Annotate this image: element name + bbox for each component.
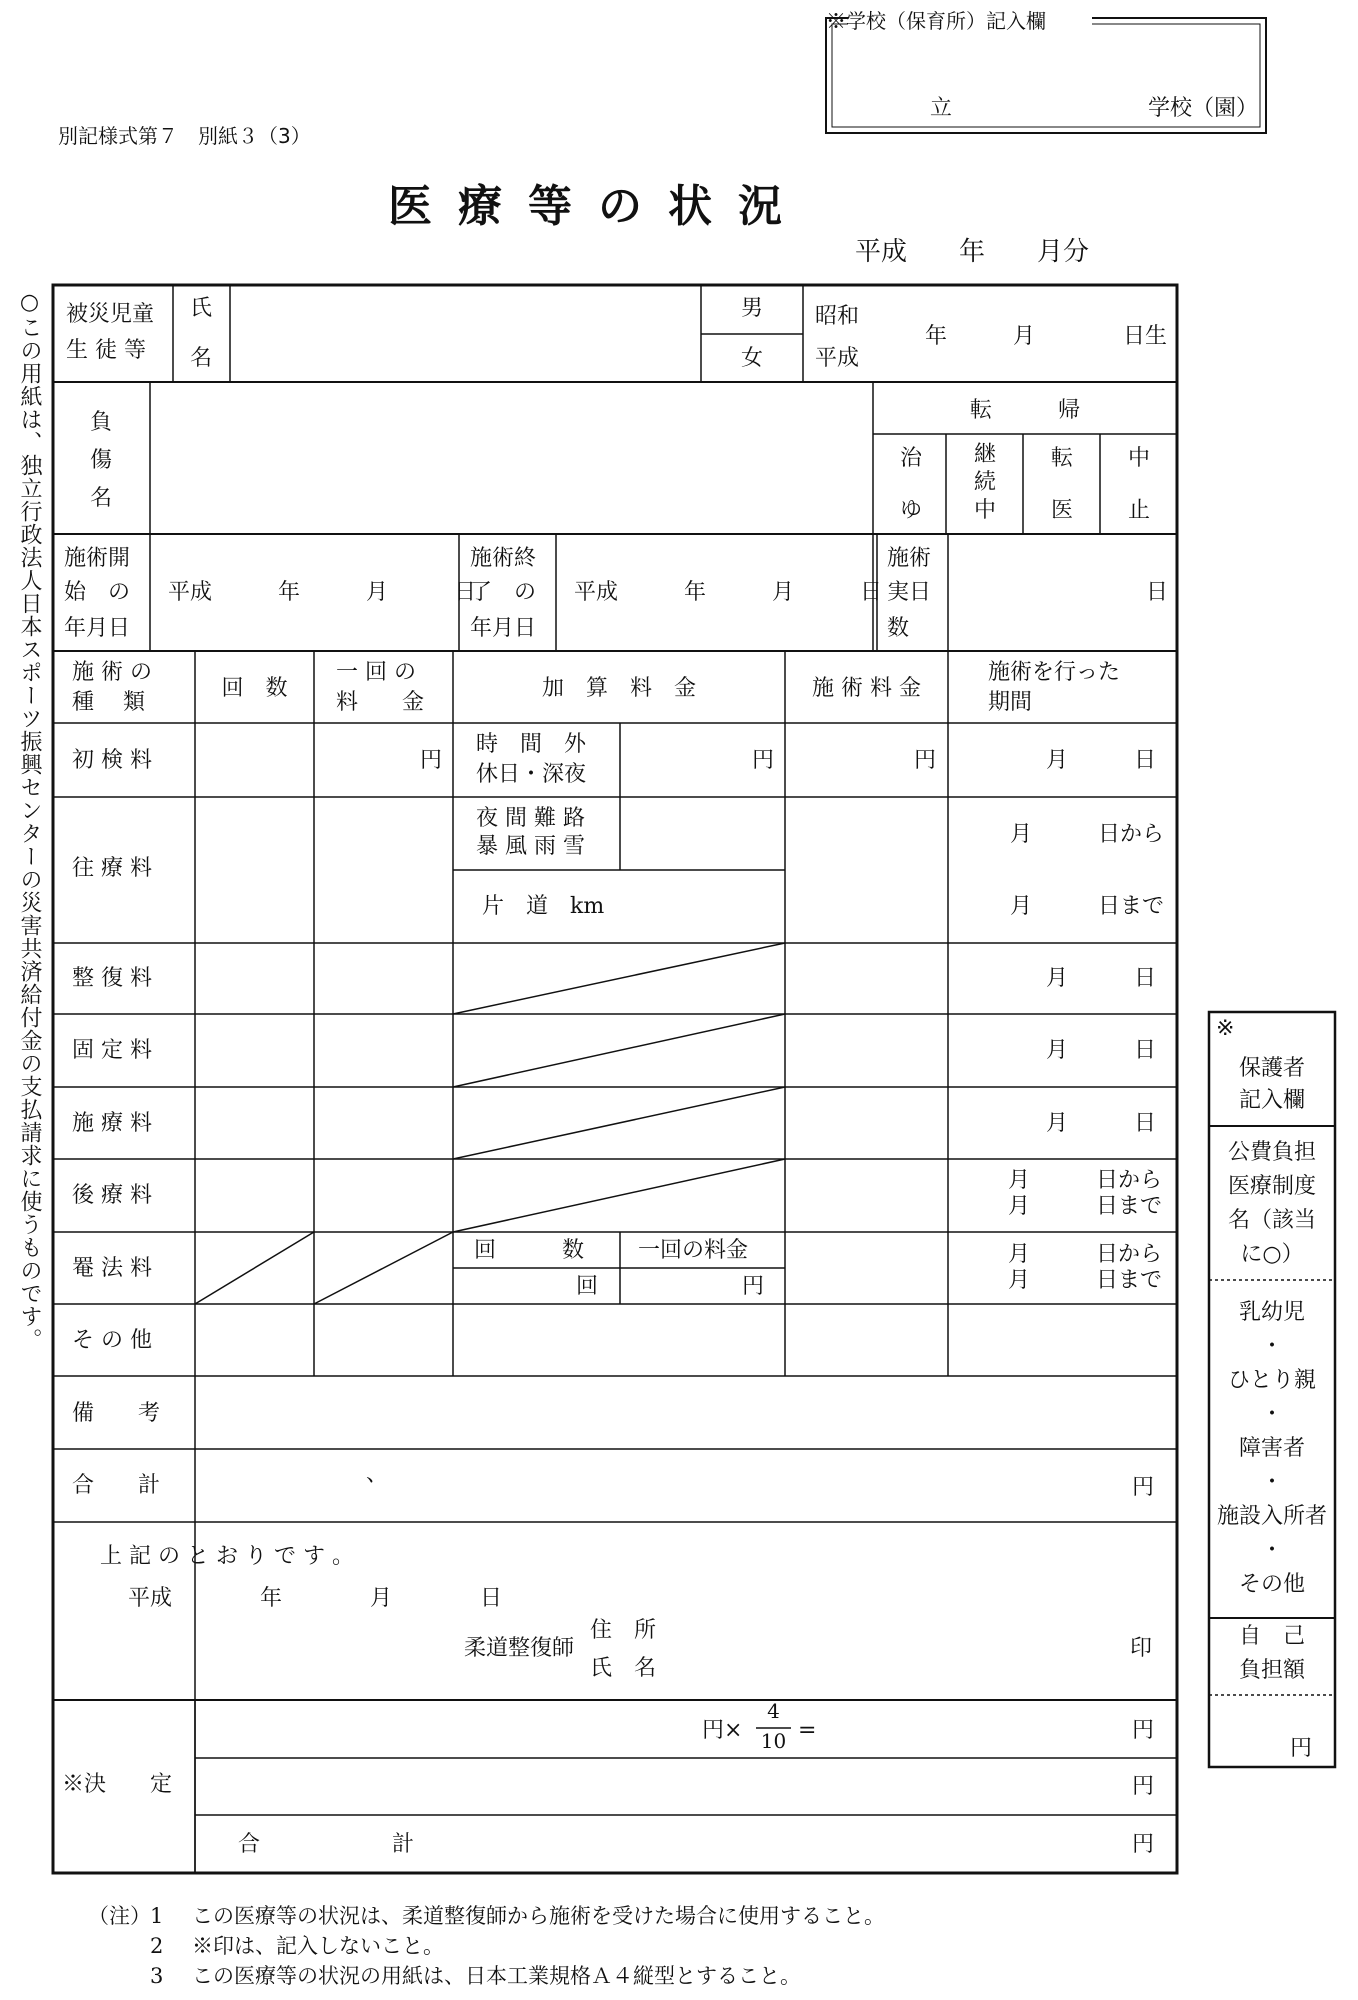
note-1-number: 1 — [150, 1904, 164, 1928]
note-3-number: 3 — [150, 1964, 164, 1988]
injury-label-2: 傷 — [90, 448, 113, 473]
row-travel-extra-2: 暴 風 雨 雪 — [476, 834, 585, 859]
male-option[interactable]: 男 — [741, 296, 764, 321]
option-single-parent[interactable]: ひとり親 — [1227, 1368, 1316, 1393]
cert-seal: 印 — [1130, 1636, 1153, 1661]
public-label-1: 公費負担 — [1227, 1140, 1316, 1165]
row-therapy-period-from[interactable]: 月 日から — [1008, 1242, 1163, 1267]
decision-total-label: 合 計 — [238, 1832, 415, 1857]
public-label-4: に○） — [1240, 1242, 1304, 1267]
row-therapy-count-label: 回 数 — [474, 1238, 585, 1263]
row-fixation-label: 固 定 料 — [72, 1038, 152, 1063]
row-initial-extra-1: 時 間 外 — [476, 732, 587, 757]
name-field[interactable] — [232, 288, 698, 380]
outcome-continuing-2[interactable]: 続 — [974, 470, 997, 495]
total-yen[interactable]: 円 — [1132, 1475, 1155, 1500]
total-mark: 、 — [366, 1462, 389, 1487]
outcome-continuing-1[interactable]: 継 — [974, 442, 997, 467]
option-dot-3: ・ — [1260, 1470, 1283, 1495]
self-pay-label-1: 自 己 — [1238, 1624, 1305, 1649]
total-label: 合 計 — [72, 1473, 161, 1498]
cert-practitioner: 柔道整復師 — [464, 1636, 575, 1661]
row-other-label: そ の 他 — [72, 1328, 152, 1353]
option-infant[interactable]: 乳幼児 — [1238, 1300, 1305, 1325]
row-initial-fee-yen: 円 — [914, 748, 937, 773]
row-therapy-label: 罨 法 料 — [72, 1256, 152, 1281]
decision-yen-2[interactable]: 円 — [1132, 1774, 1155, 1799]
start-label-1: 施術開 — [64, 546, 131, 571]
female-option[interactable]: 女 — [741, 346, 764, 371]
row-aftercare-label: 後 療 料 — [72, 1183, 152, 1208]
header-type-1: 施 術 の — [72, 660, 152, 685]
row-travel-extra-3: 片 道 km — [482, 894, 605, 919]
row-initial-label: 初 検 料 — [72, 748, 152, 773]
form-number: 別記様式第７ 別紙３（3） — [58, 124, 311, 148]
note-1: この医療等の状況は、柔道整復師から施術を受けた場合に使用すること。 — [192, 1904, 885, 1928]
row-therapy-yen: 円 — [742, 1274, 765, 1299]
remarks-field[interactable] — [198, 1379, 1174, 1447]
school-box-title: ※学校（保育所）記入欄 — [826, 9, 1046, 33]
row-travel-period-to[interactable]: 月 日まで — [1010, 894, 1165, 919]
decision-denominator: 10 — [760, 1729, 787, 1753]
outcome-cured-1[interactable]: 治 — [900, 446, 923, 471]
row-aftercare-period-from[interactable]: 月 日から — [1008, 1168, 1163, 1193]
option-dot-2: ・ — [1260, 1402, 1283, 1427]
days-label-3: 数 — [887, 616, 910, 641]
header-fee: 施 術 料 金 — [812, 676, 921, 701]
outcome-transfer-2[interactable]: 医 — [1051, 498, 1074, 523]
row-travel-period-from[interactable]: 月 日から — [1010, 822, 1165, 847]
era-heisei: 平成 — [815, 346, 860, 371]
row-therapy-unit-label: 一回の料金 — [638, 1238, 749, 1263]
option-disabled[interactable]: 障害者 — [1238, 1436, 1305, 1461]
outcome-stop-1[interactable]: 中 — [1128, 446, 1151, 471]
decision-yen-1[interactable]: 円 — [1132, 1718, 1155, 1743]
page-title: 医療等の状況 — [388, 181, 808, 232]
era-showa: 昭和 — [815, 304, 860, 329]
cert-statement: 上 記 の と お り で す 。 — [100, 1544, 354, 1569]
cert-address-label: 住 所 — [590, 1618, 657, 1643]
row-travel-extra-1: 夜 間 難 路 — [476, 806, 585, 831]
note-2-number: 2 — [150, 1934, 164, 1958]
row-initial-period[interactable]: 月 日 — [1046, 748, 1157, 773]
note-3: この医療等の状況の用紙は、日本工業規格Ａ４縦型とすること。 — [192, 1964, 801, 1988]
cert-name-label: 氏 名 — [590, 1656, 657, 1681]
decision-label: ※決 定 — [62, 1772, 173, 1797]
days-label-2: 実日 — [887, 580, 932, 605]
header-unit-2: 料 金 — [336, 690, 425, 715]
guardian-title-1: 保護者 — [1238, 1056, 1305, 1081]
row-initial-extra-2: 休日・深夜 — [476, 762, 587, 787]
row-initial-extra-yen: 円 — [752, 748, 775, 773]
injury-name-field[interactable] — [153, 385, 870, 531]
days-label-1: 施術 — [887, 546, 932, 571]
end-label-2: 了 の — [470, 580, 537, 605]
header-period-2: 期間 — [988, 690, 1033, 715]
row-reduction-period[interactable]: 月 日 — [1046, 966, 1157, 991]
start-date-value[interactable]: 平成 年 月 日 — [168, 580, 477, 605]
option-dot-1: ・ — [1260, 1334, 1283, 1359]
name-label-2: 名 — [190, 346, 213, 371]
option-dot-4: ・ — [1260, 1538, 1283, 1563]
decision-formula-prefix: 円× — [702, 1718, 743, 1743]
name-label-1: 氏 — [190, 296, 213, 321]
guardian-mark: ※ — [1216, 1016, 1235, 1041]
row-treatment-period[interactable]: 月 日 — [1046, 1111, 1157, 1136]
row-therapy-kai: 回 — [576, 1274, 599, 1299]
end-date-value[interactable]: 平成 年 月 日 — [574, 580, 883, 605]
injury-label-3: 名 — [90, 486, 113, 511]
injury-label-1: 負 — [90, 410, 113, 435]
date-of-birth[interactable]: 年 月 日生 — [925, 324, 1168, 349]
header-period-1: 施術を行った — [988, 660, 1121, 685]
header-type-2: 種 類 — [72, 690, 145, 715]
header-count: 回 数 — [221, 676, 288, 701]
option-facility[interactable]: 施設入所者 — [1216, 1504, 1327, 1529]
school-box-school: 学校（園） — [1148, 96, 1259, 121]
self-pay-label-2: 負担額 — [1238, 1658, 1305, 1683]
outcome-cured-2[interactable]: ゆ — [900, 498, 923, 523]
start-label-2: 始 の — [64, 580, 131, 605]
outcome-header: 転 帰 — [969, 398, 1080, 423]
public-label-3: 名（該当 — [1227, 1208, 1316, 1233]
decision-numerator: 4 — [767, 1699, 780, 1723]
header-unit-1: 一 回 の — [336, 660, 416, 685]
outcome-continuing-3[interactable]: 中 — [974, 498, 997, 523]
option-other[interactable]: その他 — [1238, 1572, 1305, 1597]
end-label-3: 年月日 — [470, 616, 537, 641]
start-label-3: 年月日 — [64, 616, 131, 641]
row-initial-unit-yen: 円 — [420, 748, 443, 773]
self-pay-yen[interactable]: 円 — [1290, 1736, 1313, 1761]
patient-label-1: 被災児童 — [66, 302, 155, 327]
row-treatment-label: 施 療 料 — [72, 1111, 152, 1136]
side-note: ○この用紙は、独立行政法人日本スポーツ振興センターの災害共済給付金の支払請求に使うものです。 — [17, 290, 42, 1351]
decision-yen-3[interactable]: 円 — [1132, 1832, 1155, 1857]
cert-date[interactable]: 平成 年 月 日 — [128, 1586, 503, 1611]
outcome-transfer-1[interactable]: 転 — [1051, 446, 1074, 471]
remarks-label: 備 考 — [72, 1401, 161, 1426]
row-reduction-label: 整 復 料 — [72, 966, 152, 991]
row-fixation-period[interactable]: 月 日 — [1046, 1038, 1157, 1063]
row-aftercare-period-to[interactable]: 月 日まで — [1008, 1194, 1163, 1219]
row-travel-label: 往 療 料 — [72, 856, 152, 881]
outcome-stop-2[interactable]: 止 — [1128, 498, 1151, 523]
decision-equals: = — [798, 1718, 817, 1743]
guardian-title-2: 記入欄 — [1238, 1088, 1305, 1113]
header-extra: 加 算 料 金 — [541, 676, 696, 701]
note-2: ※印は、記入しないこと。 — [192, 1934, 444, 1958]
public-label-2: 医療制度 — [1227, 1174, 1316, 1199]
end-label-1: 施術終 — [470, 546, 537, 571]
patient-label-2: 生 徒 等 — [66, 338, 146, 363]
notes-label: （注） — [88, 1904, 151, 1928]
days-unit[interactable]: 日 — [1146, 580, 1169, 605]
row-therapy-period-to[interactable]: 月 日まで — [1008, 1268, 1163, 1293]
school-box-dachi: 立 — [930, 96, 953, 121]
period-label: 平成 年 月分 — [855, 237, 1090, 267]
